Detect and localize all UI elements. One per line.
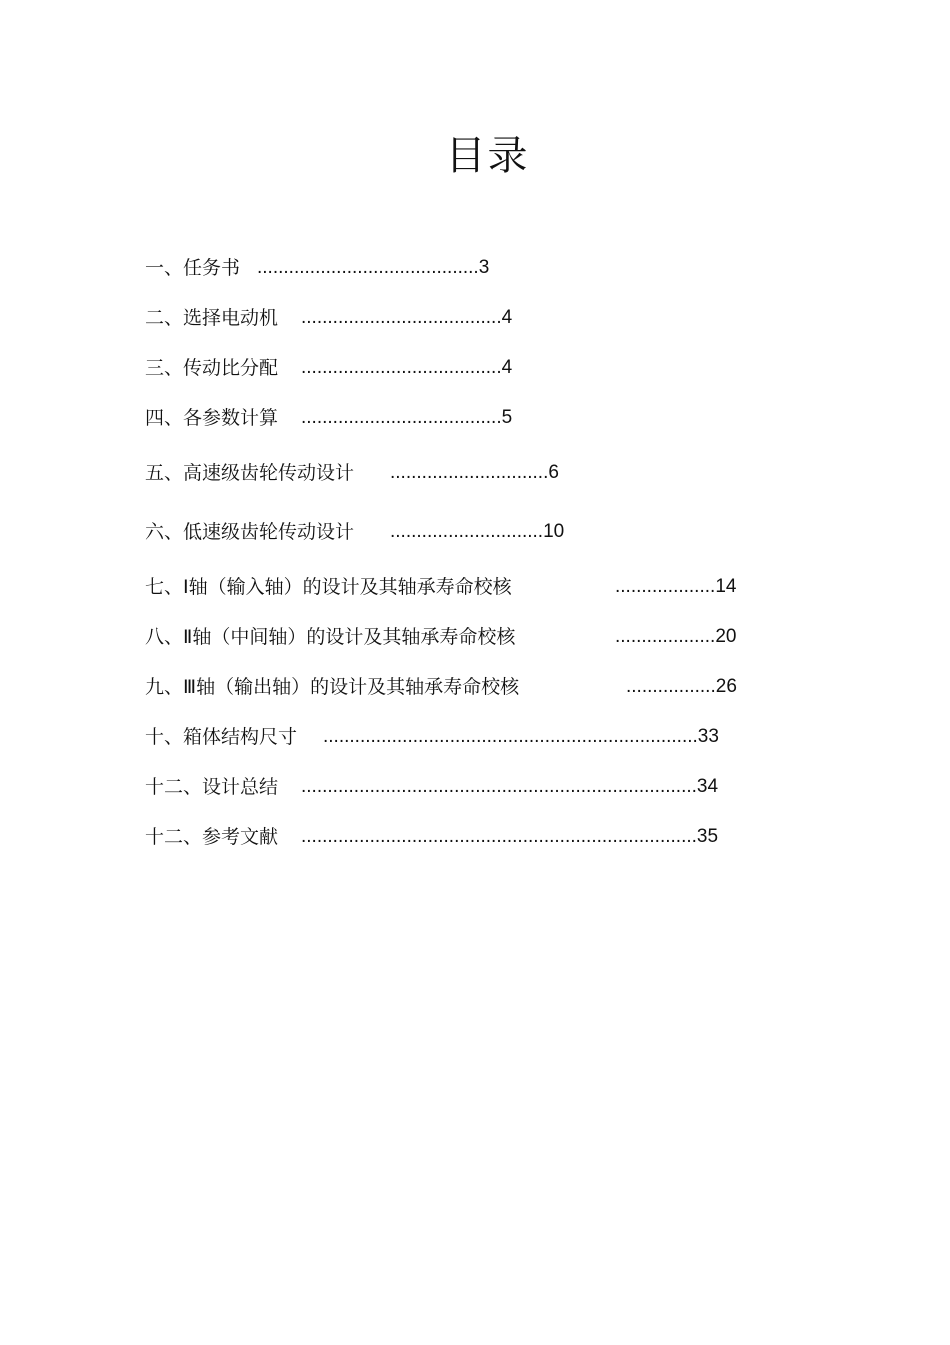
toc-entry-leader: ...................20 (615, 626, 737, 647)
toc-entry (145, 305, 513, 331)
toc-entry (145, 460, 559, 486)
toc-entry-page: 4 (501, 307, 513, 328)
toc-entry-page: 34 (696, 776, 719, 797)
toc-entry-page: 4 (501, 357, 513, 378)
toc-entry-label: 三、传动比分配 (145, 357, 279, 379)
toc-entry (145, 824, 719, 850)
toc-entry-page: 10 (543, 521, 565, 542)
toc-entry-page: 14 (715, 576, 737, 597)
toc-entry (145, 774, 719, 800)
toc-entry-label: 八、Ⅱ轴（中间轴）的设计及其轴承寿命校核 (145, 626, 516, 648)
toc-entry-leader: ......................................5 (301, 407, 513, 428)
toc-entry (145, 624, 737, 650)
toc-entry (145, 574, 737, 600)
toc-entry-label: 一、任务书 (145, 257, 241, 279)
toc-entry (145, 255, 490, 281)
toc-entry (145, 355, 513, 381)
toc-entry-page: 33 (697, 726, 719, 747)
toc-entry-label: 五、高速级齿轮传动设计 (145, 462, 355, 484)
toc-entry-leader: ......................................4 (301, 357, 513, 378)
toc-title: 目录 (445, 133, 530, 179)
toc-entry-label: 十二、设计总结 (145, 776, 279, 798)
toc-entry-leader: .............................10 (390, 521, 565, 542)
toc-entry-page: 3 (478, 257, 490, 278)
toc-entry-leader: ...........................................................................34 (301, 776, 719, 797)
toc-entry (145, 519, 565, 545)
toc-entry (145, 724, 719, 750)
toc-entry-leader: .......................................................................33 (323, 726, 719, 747)
toc-entry-label: 七、Ⅰ轴（输入轴）的设计及其轴承寿命校核 (145, 576, 512, 598)
toc-entry-label: 四、各参数计算 (145, 407, 279, 429)
toc-entry (145, 674, 737, 700)
toc-entry-leader: ...........................................................................35 (301, 826, 719, 847)
toc-entry-leader: ..........................................3 (257, 257, 490, 278)
toc-entry-label: 二、选择电动机 (145, 307, 279, 329)
toc-entry (145, 405, 513, 431)
toc-entry-label: 六、低速级齿轮传动设计 (145, 521, 355, 543)
toc-entry-leader: ...................14 (615, 576, 737, 597)
toc-entry-page: 6 (548, 462, 559, 483)
toc-entry-leader: .................26 (626, 676, 737, 697)
toc-entry-label: 十二、参考文献 (145, 826, 279, 848)
toc-entry-page: 5 (501, 407, 513, 428)
toc-entry-page: 20 (715, 626, 737, 647)
toc-entry-label: 九、Ⅲ轴（输出轴）的设计及其轴承寿命校核 (145, 676, 520, 698)
toc-entry-label: 十、箱体结构尺寸 (145, 726, 298, 748)
toc-entry-leader: ..............................6 (390, 462, 559, 483)
toc-entry-page: 26 (715, 676, 737, 697)
toc-entry-page: 35 (696, 826, 719, 847)
toc-entry-leader: ......................................4 (301, 307, 513, 328)
